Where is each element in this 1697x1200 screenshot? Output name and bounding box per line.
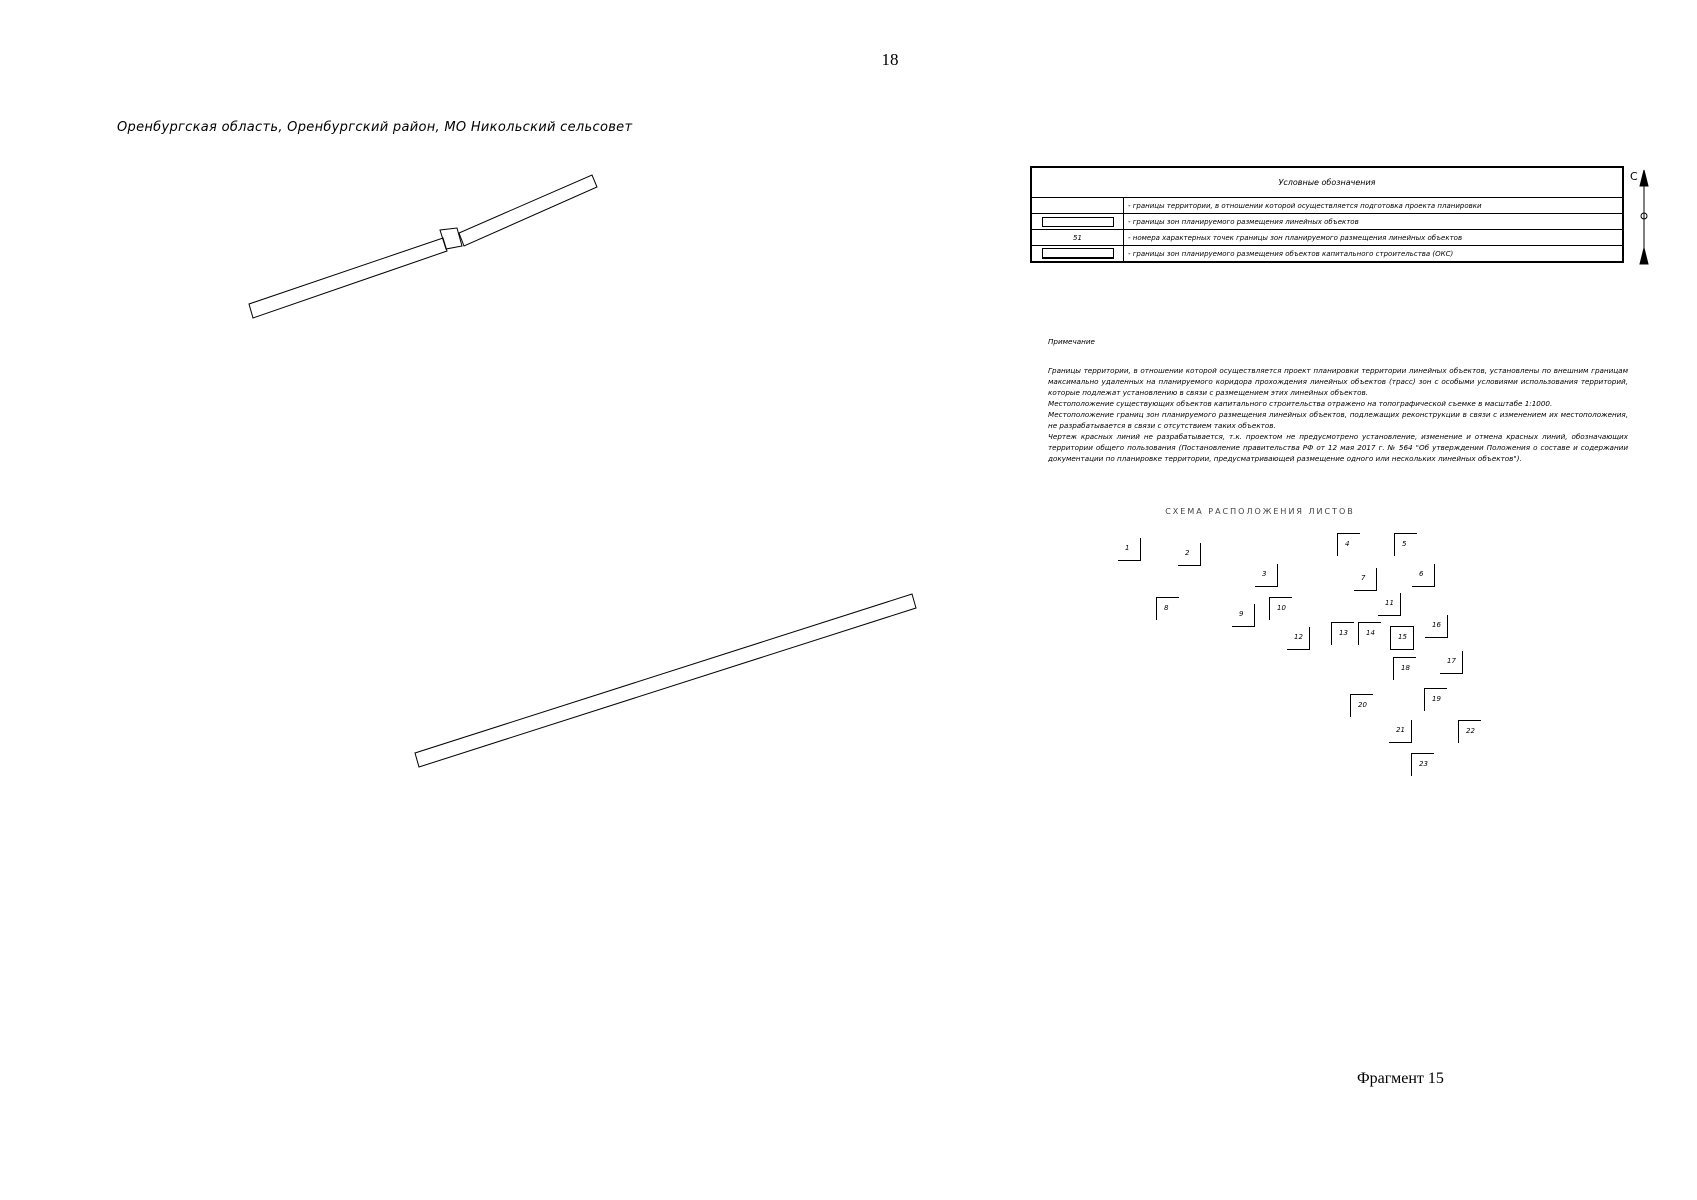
sheet-index: 1 (1118, 538, 1141, 561)
zone-boundary-symbol (1042, 217, 1114, 227)
sheet-index: 8 (1156, 597, 1179, 620)
note-paragraph: Местоположение существующих объектов капитального строительства отражено на топографической съемке в масштабе 1:1000. (1048, 399, 1553, 408)
north-label: С (1630, 170, 1638, 183)
page-number: 18 (881, 50, 899, 69)
sheet-scheme-title: СХЕМА РАСПОЛОЖЕНИЯ ЛИСТОВ (1165, 507, 1355, 516)
sheet-index: 13 (1331, 622, 1354, 645)
sheet-index: 14 (1358, 622, 1381, 645)
sheet-index: 19 (1424, 688, 1447, 711)
sheet-index: 9 (1232, 604, 1255, 627)
sheet-index: 15 (1390, 626, 1414, 650)
legend-row (1031, 230, 1623, 246)
notes-title: Примечание (1048, 337, 1095, 346)
note-paragraph: Чертеж красных линий не разрабатывается, т.к. проектом не предусмотрено установление, изменение и отмена красных линий, обозначающих территории общего пользования (Постановление правительства РФ от 12 мая 2017 г. № 564 "Об утверждении Положения о составе и содержании документации по планировке территории, предусматривающей размещение одного или нескольких линейных объектов"). (1048, 432, 1628, 463)
legend-row (1031, 246, 1623, 263)
legend-table (1030, 166, 1624, 263)
sheet-index: 10 (1269, 597, 1292, 620)
sheet-index: 11 (1378, 593, 1401, 616)
note-paragraph: Границы территории, в отношении которой осуществляется проект планировки территории линейных объектов, установлены по внешним границам максимально удаленных на планируемого коридора прохождения линейных объектов (трасс) зон с особыми условиями использования территорий, которые подлежат установлению в связи с размещением этих линейных объектов. (1048, 366, 1628, 397)
sheet-index: 18 (1393, 657, 1416, 680)
sheet-index: 16 (1425, 615, 1448, 638)
sheet-index: 3 (1255, 564, 1278, 587)
sheet-index: 2 (1178, 543, 1201, 566)
sheet-index: 20 (1350, 694, 1373, 717)
fragment-label: Фрагмент 15 (1357, 1070, 1444, 1087)
corridor-lower (415, 594, 916, 767)
sheet-index: 22 (1458, 720, 1481, 743)
legend-row (1031, 214, 1623, 230)
legend-title: Условные обозначения (1031, 167, 1623, 198)
north-indicator (1630, 170, 1654, 266)
legend-text: - номера характерных точек границы зон планируемого размещения линейных объектов (1124, 230, 1624, 246)
legend-row (1031, 198, 1623, 214)
legend-text: - границы территории, в отношении которой осуществляется подготовка проекта планировки (1124, 198, 1624, 214)
sheet-index: 23 (1411, 753, 1434, 776)
corridor-upper-west (249, 238, 447, 318)
sheet-index: 4 (1337, 533, 1360, 556)
point-number-symbol: 51 (1031, 230, 1124, 246)
legend-text: - границы зон планируемого размещения объектов капитального строительства (ОКС) (1124, 246, 1624, 263)
legend-text: - границы зон планируемого размещения линейных объектов (1124, 214, 1624, 230)
note-paragraph: Местоположение границ зон планируемого размещения линейных объектов, подлежащих реконструкции в связи с изменением их местоположения, не разрабатывается в связи с отсутствием таких объектов. (1048, 410, 1628, 430)
sheet-index: 5 (1394, 533, 1417, 556)
sheet-index: 7 (1354, 568, 1377, 591)
corridor-lower-strip (415, 594, 916, 767)
sheet-index: 6 (1412, 564, 1435, 587)
sheet-index: 12 (1287, 627, 1310, 650)
oks-zone-symbol (1042, 248, 1114, 259)
sheet-index: 17 (1440, 651, 1463, 674)
location-caption: Оренбургская область, Оренбургский район, МО Никольский сельсовет (117, 120, 633, 135)
notes-block (1048, 336, 1628, 464)
corridor-upper-east (459, 175, 597, 246)
corridor-upper (249, 175, 597, 318)
sheet-index: 21 (1389, 720, 1412, 743)
